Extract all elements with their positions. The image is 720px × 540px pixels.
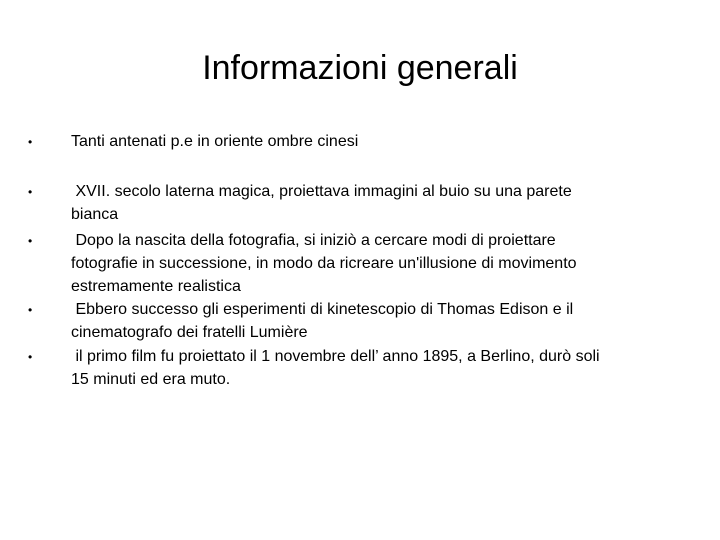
slide-title: Informazioni generali (202, 49, 518, 87)
bullet-text: Tanti antenati p.e in oriente ombre cinesi (71, 133, 359, 150)
bullet-icon: • (28, 185, 33, 199)
bullet-text: il primo film fu proiettato il 1 novembre dell’ anno 1895, a Berlino, durò soli 15 minuti ed era muto. (71, 348, 600, 388)
bullet-icon: • (28, 234, 33, 248)
bullet-text: XVII. secolo laterna magica, proiettava immagini al buio su una parete bianca (71, 183, 572, 223)
bullet-text: Ebbero successo gli esperimenti di kinetescopio di Thomas Edison e il cinematografo dei fratelli Lumière (71, 301, 574, 341)
bullet-text: Dopo la nascita della fotografia, si iniziò a cercare modi di proiettare fotografie in successione, in modo da ricreare un'illusione di movimento estremamente realistica (71, 232, 577, 295)
bullet-icon: • (28, 350, 33, 364)
bullet-icon: • (28, 135, 33, 149)
bullet-icon: • (28, 303, 33, 317)
